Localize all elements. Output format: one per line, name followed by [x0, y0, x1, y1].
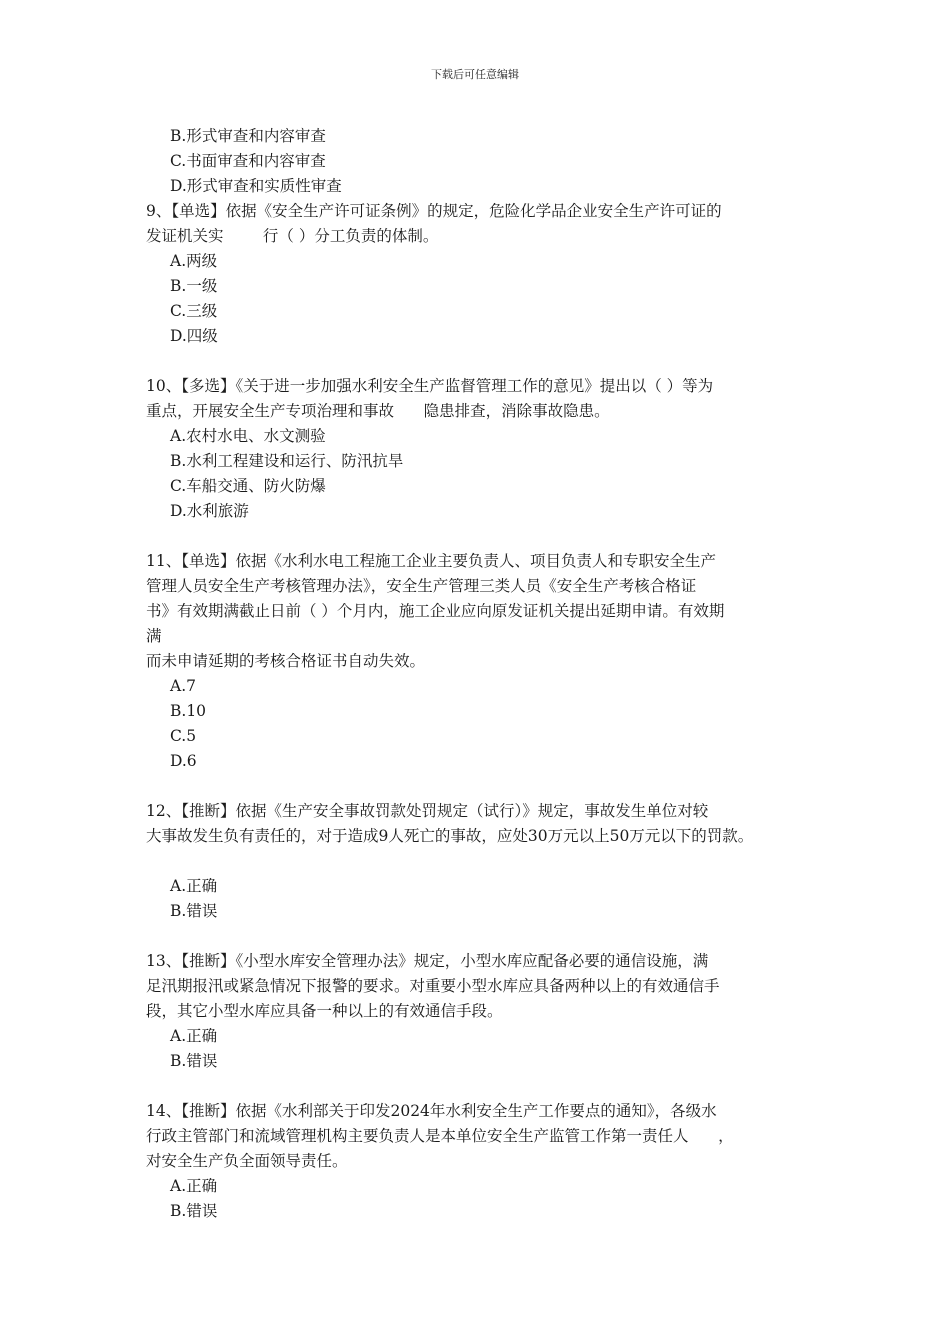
question-text: 足汛期报汛或紧急情况下报警的要求。对重要小型水库应具备两种以上的有效通信手 — [146, 977, 720, 995]
question-10 — [146, 374, 826, 524]
spacer — [146, 849, 826, 874]
question-text: 书》有效期满截止日前（ ）个月内，施工企业应向原发证机关提出延期申请。有效期 — [146, 602, 725, 620]
spacer — [146, 924, 826, 949]
option-c: C.三级 — [170, 302, 218, 320]
option-c: C.5 — [170, 727, 197, 745]
question-text: 14、【推断】依据《水利部关于印发2024年水利安全生产工作要点的通知》，各级水 — [146, 1102, 717, 1120]
option-b: B.错误 — [170, 1052, 218, 1070]
page-header: 下载后可任意编辑 — [431, 68, 519, 81]
option-a: A.7 — [170, 677, 196, 695]
option-d: D.水利旅游 — [170, 502, 249, 520]
spacer — [146, 774, 826, 799]
question-text: 管理人员安全生产考核管理办法》，安全生产管理三类人员《安全生产考核合格证 — [146, 577, 697, 595]
document-body — [146, 124, 826, 1224]
question-text: 10、【多选】《关于进一步加强水利安全生产监督管理工作的意见》提出以（ ）等为 — [146, 377, 714, 395]
option-d: D.四级 — [170, 327, 218, 345]
question-11 — [146, 549, 826, 774]
question-13 — [146, 949, 826, 1074]
option-d: D.形式审查和实质性审查 — [170, 177, 342, 195]
option-a: A.正确 — [170, 877, 218, 895]
question-text: 13、【推断】《小型水库安全管理办法》规定，小型水库应配备必要的通信设施，满 — [146, 952, 709, 970]
option-d: D.6 — [170, 752, 197, 770]
question-text: 重点，开展安全生产专项治理和事故 隐患排查，消除事故隐患。 — [146, 402, 610, 420]
question-text: 满 — [146, 627, 162, 645]
question-8-options — [146, 124, 826, 199]
question-9 — [146, 199, 826, 349]
option-b: B.错误 — [170, 1202, 218, 1220]
option-a: A.两级 — [170, 252, 218, 270]
question-text: 对安全生产负全面领导责任。 — [146, 1152, 348, 1170]
option-b: B.10 — [170, 702, 207, 720]
question-12 — [146, 799, 826, 924]
option-b: B.形式审查和内容审查 — [170, 127, 326, 145]
question-14 — [146, 1099, 826, 1224]
spacer — [146, 349, 826, 374]
option-a: A.农村水电、水文测验 — [170, 427, 326, 445]
question-text: 段，其它小型水库应具备一种以上的有效通信手段。 — [146, 1002, 503, 1020]
question-text: 12、【推断】依据《生产安全事故罚款处罚规定（试行）》规定，事故发生单位对较 — [146, 802, 709, 820]
option-b: B.一级 — [170, 277, 218, 295]
option-b: B.水利工程建设和运行、防汛抗旱 — [170, 452, 404, 470]
option-a: A.正确 — [170, 1177, 218, 1195]
option-c: C.书面审查和内容审查 — [170, 152, 326, 170]
spacer — [146, 1074, 826, 1099]
question-text: 11、【单选】依据《水利水电工程施工企业主要负责人、项目负责人和专职安全生产 — [146, 552, 716, 570]
spacer — [146, 524, 826, 549]
option-b: B.错误 — [170, 902, 218, 920]
question-text: 行政主管部门和流域管理机构主要负责人是本单位安全生产监管工作第一责任人 ， — [146, 1127, 734, 1145]
option-a: A.正确 — [170, 1027, 218, 1045]
question-text: 大事故发生负有责任的，对于造成9人死亡的事故，应处30万元以上50万元以下的罚款。 — [146, 827, 754, 845]
question-text: 而未申请延期的考核合格证书自动失效。 — [146, 652, 426, 670]
question-text: 9、【单选】依据《安全生产许可证条例》的规定，危险化学品企业安全生产许可证的 — [146, 202, 722, 220]
option-c: C.车船交通、防火防爆 — [170, 477, 326, 495]
question-text: 发证机关实 行（ ）分工负责的体制。 — [146, 227, 439, 245]
